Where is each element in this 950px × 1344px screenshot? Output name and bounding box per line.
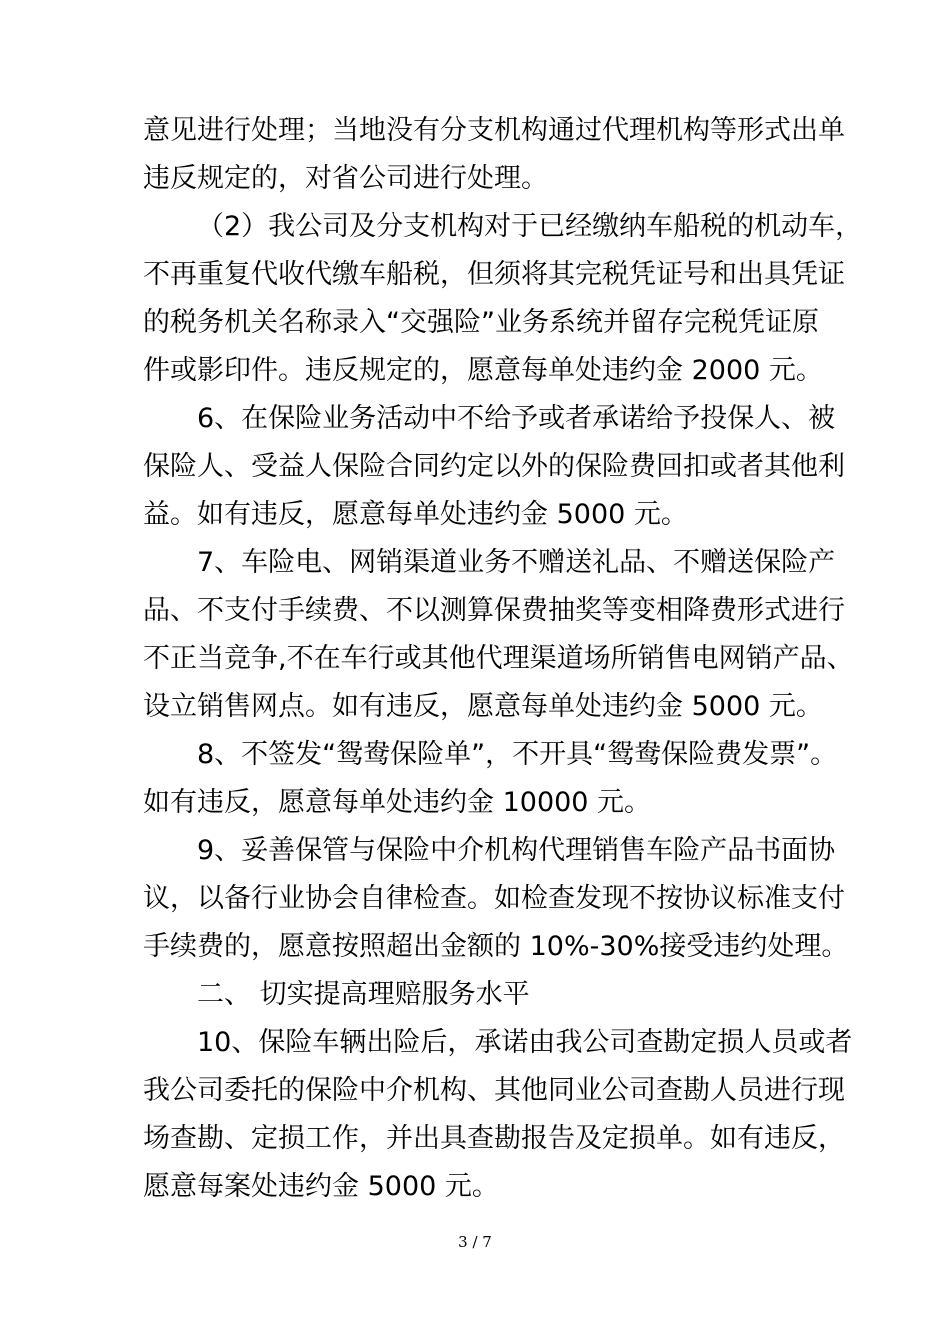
text-line: 手续费的，愿意按照超出金额的 10%-30%接受违约处理。 — [143, 931, 849, 962]
text-line: 场查勘、定损工作，并出具查勘报告及定损单。如有违反， — [143, 1123, 845, 1154]
text-line: 议，以备行业协会自律检查。如检查发现不按协议标准支付 — [143, 883, 845, 914]
text-line: 我公司委托的保险中介机构、其他同业公司查勘人员进行现 — [143, 1075, 845, 1106]
text-line: 6、在保险业务活动中不给予或者承诺给予投保人、被 — [197, 403, 836, 434]
text-line: 益。如有违反，愿意每单处违约金 5000 元。 — [143, 499, 688, 530]
text-line: 10、保险车辆出险后，承诺由我公司查勘定损人员或者 — [197, 1027, 853, 1058]
section-heading: 二、 切实提高理赔服务水平 — [197, 979, 530, 1010]
text-line: 愿意每案处违约金 5000 元。 — [143, 1171, 499, 1202]
page-number: 3 / 7 — [458, 1233, 492, 1251]
text-line: 违反规定的，对省公司进行处理。 — [143, 163, 548, 194]
text-line: 如有违反，愿意每单处违约金 10000 元。 — [143, 787, 652, 818]
text-line: 意见进行处理；当地没有分支机构通过代理机构等形式出单 — [143, 115, 845, 146]
text-line: 设立销售网点。如有违反，愿意每单处违约金 5000 元。 — [143, 691, 823, 722]
document-body — [143, 107, 863, 1211]
text-line: 不再重复代收代缴车船税，但须将其完税凭证号和出具凭证 — [143, 259, 845, 290]
text-line: 7、车险电、网销渠道业务不赠送礼品、不赠送保险产 — [197, 547, 836, 578]
text-line: 保险人、受益人保险合同约定以外的保险费回扣或者其他利 — [143, 451, 845, 482]
text-line: 件或影印件。违反规定的，愿意每单处违约金 2000 元。 — [143, 355, 823, 386]
text-line: 的税务机关名称录入“交强险”业务系统并留存完税凭证原 — [143, 307, 819, 338]
text-line: 8、不签发“鸳鸯保险单”，不开具“鸳鸯保险费发票”。 — [197, 739, 838, 770]
text-line: 不正当竞争,不在车行或其他代理渠道场所销售电网销产品、 — [143, 643, 854, 674]
text-line: （2）我公司及分支机构对于已经缴纳车船税的机动车， — [197, 211, 863, 242]
text-line: 品、不支付手续费、不以测算保费抽奖等变相降费形式进行 — [143, 595, 845, 626]
text-line: 9、妥善保管与保险中介机构代理销售车险产品书面协 — [197, 835, 836, 866]
